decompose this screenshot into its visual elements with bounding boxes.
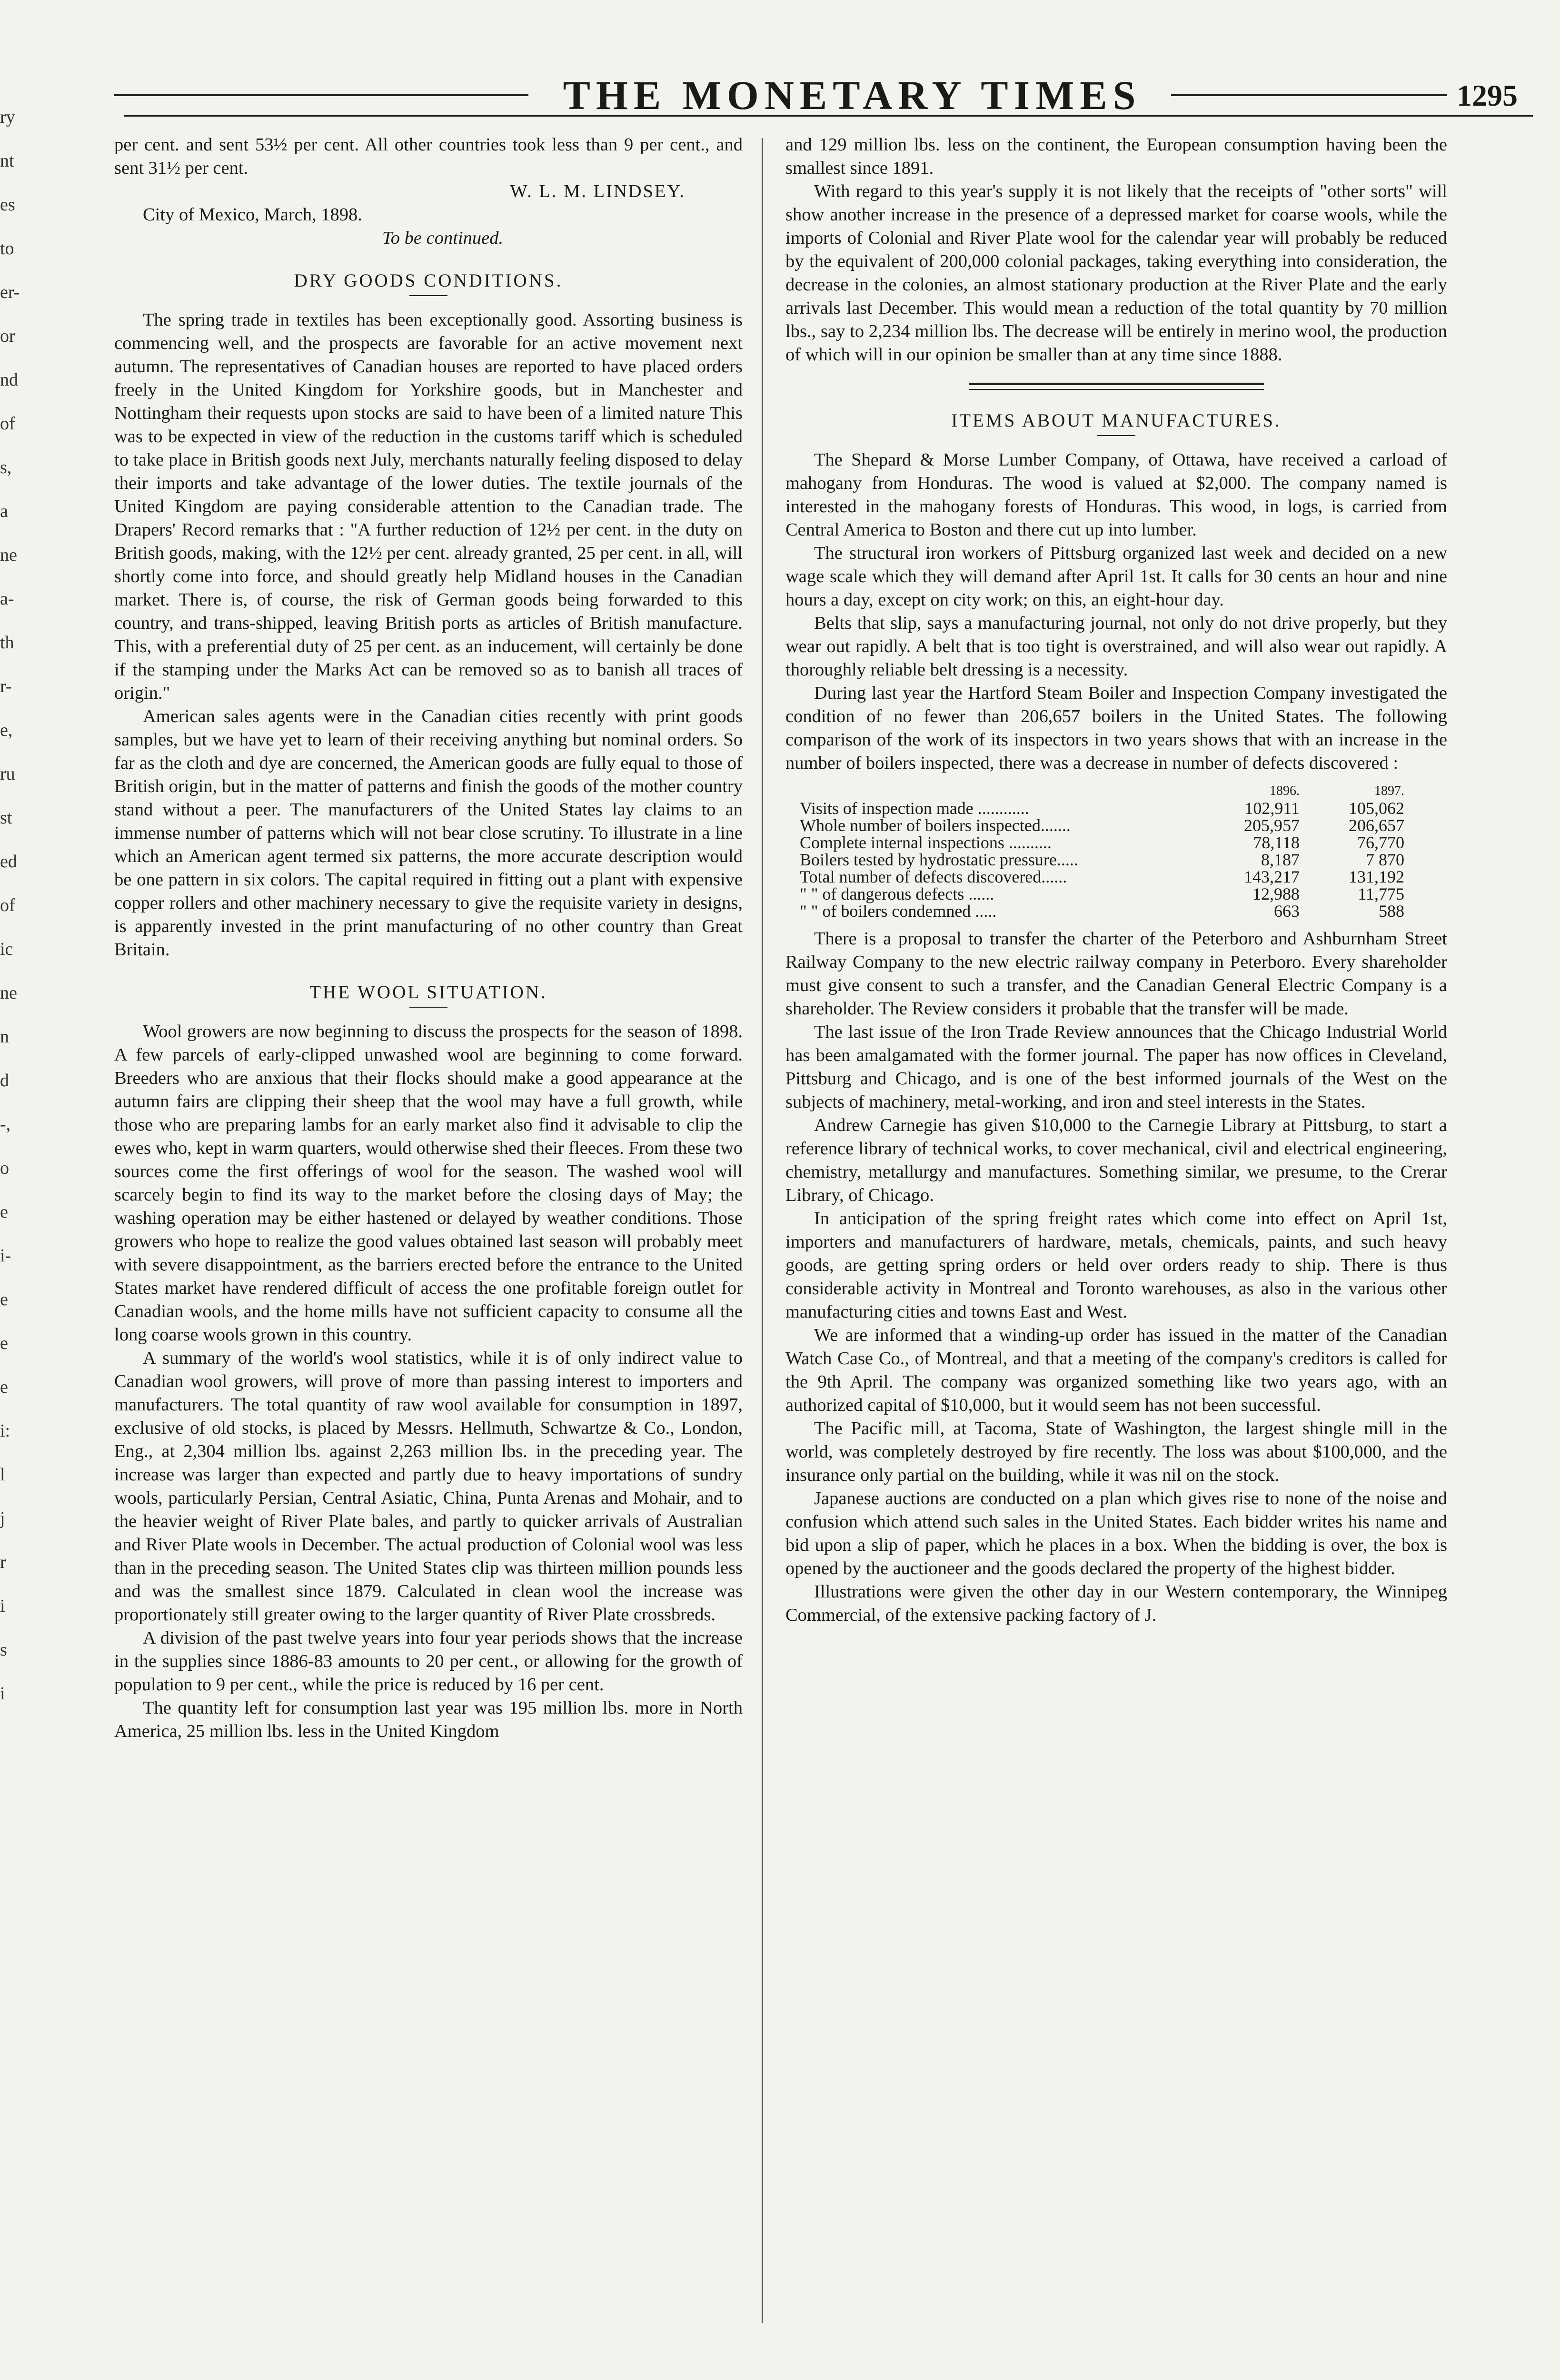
paragraph: Wool growers are now beginning to discuss the prospects for the season of 1898. A few parcels of early-clipped unwashed wool are beginning to come forward. Breeders who are anxious that their flocks should make a good appearance at the autumn fairs are clipping their sheep that the wool may have a full growth, while those who are preparing lambs for an early market also find it advisable to clip the ewes who, kept in warm quarters, would otherwise shed their fleeces. From these two sources come the first offerings of wool for the season. The washed wool will scarcely begin to find its way to the market before the closing days of May; the washing operation may be either hastened or delayed by weather conditions. Those growers who hope to realize the good values obtained last season will probably meet with severe disappointment, as the barriers erected before the entrance to the United States market have rendered difficult of access the one profitable foreign outlet for Canadian wools, and the home mills have not sufficient capacity to consume all the long coarse wools grown in this country.: [114, 1021, 743, 1345]
publication-title: THE MONETARY TIMES: [563, 72, 1142, 118]
paragraph: With regard to this year's supply it is not likely that the receipts of "other sorts" will show another increase in the presence of a depressed market for coarse wools, while the imports of Colonial and River Plate wool for the calendar year will probably be reduced by the equivalent of 200,000 colonial packages, taking everything into consideration, the decrease in the colonies, an almost stationary production at the River Plate and the early arrivals last December. This would mean a reduction of the total quantity by 70 million lbs., say to 2,234 million lbs. The decrease will be entirely in merino wool, the production of which will in our opinion be smaller than at any time since 1888.: [785, 181, 1447, 365]
table-row: [800, 800, 1447, 817]
value-1897: 588: [1379, 902, 1404, 921]
paragraph: Illustrations were given the other day in our Western contemporary, the Winnipeg Commercial, of the extensive packing factory of J.: [785, 1582, 1447, 1625]
gutter-fragment: e: [0, 1289, 8, 1309]
gutter-fragment: i:: [0, 1421, 10, 1441]
table-row: [800, 902, 1447, 920]
masthead-rule-left: [114, 94, 528, 96]
gutter-fragment: ed: [0, 852, 17, 872]
gutter-fragment: nt: [0, 151, 14, 171]
gutter-fragment: -,: [0, 1114, 11, 1134]
value-1896: 663: [1274, 902, 1300, 921]
boiler-statistics-table: [800, 783, 1447, 920]
to-be-continued: To be continued.: [382, 228, 504, 248]
gutter-fragment: s: [0, 1640, 7, 1660]
paragraph: There is a proposal to transfer the charter of the Peterboro and Ashburnham Street Railway Company to the new electric railway company in Peterboro. Every shareholder must give consent to such a transfer, and the Canadian General Electric Company is a shareholder. The Review considers it probable that the transfer will be made.: [785, 929, 1447, 1019]
page-gutter-bleed: [0, 95, 29, 1704]
table-header-row: [800, 783, 1447, 800]
masthead-rule-under: [124, 115, 1533, 117]
gutter-fragment: th: [0, 633, 14, 653]
heading-rule: [409, 1007, 447, 1008]
gutter-fragment: st: [0, 808, 12, 828]
gutter-fragment: ry: [0, 107, 15, 127]
paragraph: The last issue of the Iron Trade Review announces that the Chicago Industrial World has been amalgamated with the former journal. The paper has now offices in Cleveland, Pittsburg and Chicago, and is one of the best informed journals of the West on the subjects of machinery, metal-working, and iron and steel interests in the States.: [785, 1022, 1447, 1112]
column-divider: [762, 138, 763, 2323]
section-separator: [969, 383, 1264, 390]
value-1896: 143,217: [1244, 867, 1300, 886]
column-header-1896: 1896.: [1270, 783, 1300, 798]
gutter-fragment: n: [0, 1027, 9, 1047]
value-1897: 11,775: [1358, 884, 1404, 903]
gutter-fragment: j: [0, 1508, 5, 1528]
gutter-fragment: i-: [0, 1246, 11, 1266]
gutter-fragment: of: [0, 895, 15, 915]
paragraph: The Pacific mill, at Tacoma, State of Washington, the largest shingle mill in the world, was completely destroyed by fire recently. The loss was about $100,000, and the insurance only partial on the building, while it was nil on the stock.: [785, 1418, 1447, 1485]
gutter-fragment: e,: [0, 720, 13, 740]
gutter-fragment: r: [0, 1552, 6, 1572]
value-1897: 105,062: [1349, 799, 1404, 818]
dateline: City of Mexico, March, 1898.: [143, 205, 362, 225]
table-row: [800, 817, 1447, 834]
paragraph: During last year the Hartford Steam Boiler and Inspection Company investigated the condition of no fewer than 206,657 boilers in the United States. The following comparison of the work of its inspectors in two years shows that with an increase in the number of boilers inspected, there was a decrease in number of defects discovered :: [785, 683, 1447, 773]
value-1896: 8,187: [1261, 850, 1300, 869]
column-header-1897: 1897.: [1374, 783, 1404, 798]
paragraph: American sales agents were in the Canadian cities recently with print goods samples, but we have yet to learn of their receiving anything but nominal orders. So far as the cloth and dye are concerned, the American goods are fully equal to those of British origin, but in the matter of patterns and finish the goods of the mother country stand without a peer. The manufacturers of the United States lay claims to an immense number of patterns which will not bear close scrutiny. To illustrate in a line which an American agent termed six patterns, the more accurate description would be one pattern in six colors. The capital required in fitting out a plant with expensive copper rollers and other machinery necessary to give the requisite variety in designs, is apparently invested in the print manufacturing of no other country than Great Britain.: [114, 706, 743, 960]
value-1897: 76,770: [1357, 833, 1404, 852]
paragraph: Belts that slip, says a manufacturing journal, not only do not drive properly, but they wear out rapidly. A belt that is too tight is overstrained, and will also wear out rapidly. A thoroughly reliable belt dressing is a necessity.: [785, 613, 1447, 680]
gutter-fragment: d: [0, 1071, 9, 1091]
gutter-fragment: a: [0, 501, 8, 521]
page-number: 1295: [1457, 79, 1518, 112]
value-1897: 7 870: [1366, 850, 1404, 869]
paragraph: Andrew Carnegie has given $10,000 to the Carnegie Library at Pittsburg, to start a reference library of technical works, to cover mechanical, civil and electrical engineering, chemistry, metallurgy and manufactures. Something similar, we presume, to the Crerar Library, of Chicago.: [785, 1115, 1447, 1205]
right-column: [785, 133, 1447, 1627]
gutter-fragment: of: [0, 414, 15, 434]
gutter-fragment: nd: [0, 370, 18, 390]
value-1896: 12,988: [1252, 884, 1300, 903]
gutter-fragment: ic: [0, 939, 13, 959]
gutter-fragment: er-: [0, 282, 20, 302]
gutter-fragment: e: [0, 1202, 8, 1222]
table-row: [800, 851, 1447, 868]
section-heading-wool: THE WOOL SITUATION.: [309, 982, 547, 1002]
row-label: Visits of inspection made ............: [800, 799, 1029, 818]
value-1897: 131,192: [1349, 867, 1404, 886]
paragraph: Japanese auctions are conducted on a plan which gives rise to none of the noise and confusion which attend such sales in the United States. Each bidder writes his name and bid upon a slip of paper, which he places in a box. When the bidding is over, the box is opened by the auctioneer and the goods declared the property of the highest bidder.: [785, 1488, 1447, 1578]
row-label: Whole number of boilers inspected.......: [800, 816, 1071, 835]
value-1896: 78,118: [1253, 833, 1300, 852]
gutter-fragment: ne: [0, 545, 17, 565]
row-label: Total number of defects discovered......: [800, 867, 1067, 886]
gutter-fragment: e: [0, 1333, 8, 1353]
heading-rule: [1097, 435, 1135, 436]
gutter-fragment: or: [0, 326, 15, 346]
row-label: Boilers tested by hydrostatic pressure.....: [800, 850, 1078, 869]
masthead: [95, 71, 1523, 118]
section-heading-items: ITEMS ABOUT MANUFACTURES.: [951, 410, 1282, 431]
gutter-fragment: i: [0, 1596, 5, 1616]
value-1896: 205,957: [1244, 816, 1300, 835]
article-continuation: per cent. and sent 53½ per cent. All other countries took less than 9 per cent., and sent 31½ per cent.: [114, 135, 743, 178]
gutter-fragment: i: [0, 1684, 5, 1704]
gutter-fragment: ne: [0, 983, 17, 1003]
left-column: [114, 133, 743, 1743]
table-row: [800, 885, 1447, 902]
gutter-fragment: r-: [0, 676, 12, 696]
masthead-rule-right: [1171, 94, 1447, 96]
value-1896: 102,911: [1244, 799, 1300, 818]
paragraph: The spring trade in textiles has been exceptionally good. Assorting business is commencing well, and the prospects are favorable for an active movement next autumn. The representatives of Canadian houses are reported to have placed orders freely in the United Kingdom for Yorkshire goods, but in Manchester and Nottingham their requests upon stocks are said to have been of a limited nature This was to be expected in view of the reduction in the customs tariff which is scheduled to take place in British goods next July, merchants naturally feeling disposed to delay their imports and take advantage of the lower duties. The textile journals of the United Kingdom are paying considerable attention to the Canadian trade. The Drapers' Record remarks that : "A further reduction of 12½ per cent. in the duty on British goods, making, with the 12½ per cent. already granted, 25 per cent. in all, will shortly come into force, and should greatly help Midland houses in the Canadian market. There is, of course, the risk of German goods being forwarded to this country, and trans-shipped, leaving British ports as articles of British manufacture. This, with a preferential duty of 25 per cent. as an inducement, will certainly be done if the stamping under the Marks Act can be removed so as to banish all traces of origin.": [114, 310, 743, 703]
heading-rule: [409, 295, 447, 296]
table-row: [800, 834, 1447, 851]
paragraph: A division of the past twelve years into four year periods shows that the increase in the supplies since 1886-83 amounts to 20 per cent., or allowing for the growth of population to 9 per cent., while the price is reduced by 16 per cent.: [114, 1628, 743, 1695]
gutter-fragment: l: [0, 1465, 5, 1485]
gutter-fragment: a-: [0, 589, 14, 609]
paragraph: The structural iron workers of Pittsburg organized last week and decided on a new wage scale which they will demand after April 1st. It calls for 30 cents an hour and nine hours a day, except on city work; on this, an eight-hour day.: [785, 543, 1447, 610]
row-label: " " of dangerous defects ......: [800, 884, 994, 903]
row-label: " " of boilers condemned .....: [800, 902, 997, 921]
gutter-fragment: es: [0, 195, 15, 215]
paragraph: The Shepard & Morse Lumber Company, of Ottawa, have received a carload of mahogany from Honduras. The wood is valued at $2,000. The company named is interested in the mahogany forests of Honduras. This wood, in logs, is carried from Central America to Boston and there cut up into lumber.: [785, 450, 1447, 540]
gutter-fragment: o: [0, 1158, 9, 1178]
gutter-fragment: s,: [0, 457, 12, 477]
paragraph: In anticipation of the spring freight rates which come into effect on April 1st, importers and manufacturers of hardware, metals, chemicals, paints, and such heavy goods, are getting spring orders or held over orders ready to ship. There is thus considerable activity in Montreal and Toronto warehouses, as also in the various other manufacturing cities and towns East and West.: [785, 1209, 1447, 1322]
paragraph: and 129 million lbs. less on the continent, the European consumption having been the smallest since 1891.: [785, 135, 1447, 178]
gutter-fragment: ru: [0, 764, 15, 784]
value-1897: 206,657: [1349, 816, 1404, 835]
table-row: [800, 868, 1447, 885]
paragraph: We are informed that a winding-up order has issued in the matter of the Canadian Watch Case Co., of Montreal, and that a meeting of the company's creditors is called for the 9th April. The company was organized something like two years ago, with an authorized capital of $10,000, but it would seem has not been successful.: [785, 1325, 1447, 1415]
gutter-fragment: to: [0, 238, 14, 258]
gutter-fragment: e: [0, 1377, 8, 1397]
section-heading-dry-goods: DRY GOODS CONDITIONS.: [294, 270, 563, 291]
paragraph: A summary of the world's wool statistics, while it is of only indirect value to Canadian wool growers, will prove of more than passing interest to importers and manufacturers. The total quantity of raw wool available for consumption in 1897, exclusive of old stocks, is placed by Messrs. Hellmuth, Schwartze & Co., London, Eng., at 2,304 million lbs. against 2,263 million lbs. in the preceding year. The increase was larger than expected and partly due to heavy importations of sundry wools, particularly Persian, Central Asiatic, China, Punta Arenas and Mohair, and to the heavier weight of River Plate bales, and partly to quicker arrivals of Australian and River Plate wools in December. The actual production of Colonial wool was less than in the preceding season. The United States clip was thirteen million pounds less and was the smallest since 1879. Calculated in clean wool the increase was proportionately still greater owing to the larger quantity of River Plate crossbreds.: [114, 1348, 743, 1625]
author-signature: W. L. M. LINDSEY.: [510, 181, 686, 201]
row-label: Complete internal inspections ..........: [800, 833, 1052, 852]
paragraph: The quantity left for consumption last year was 195 million lbs. more in North America, 25 million lbs. less in the United Kingdom: [114, 1698, 743, 1741]
